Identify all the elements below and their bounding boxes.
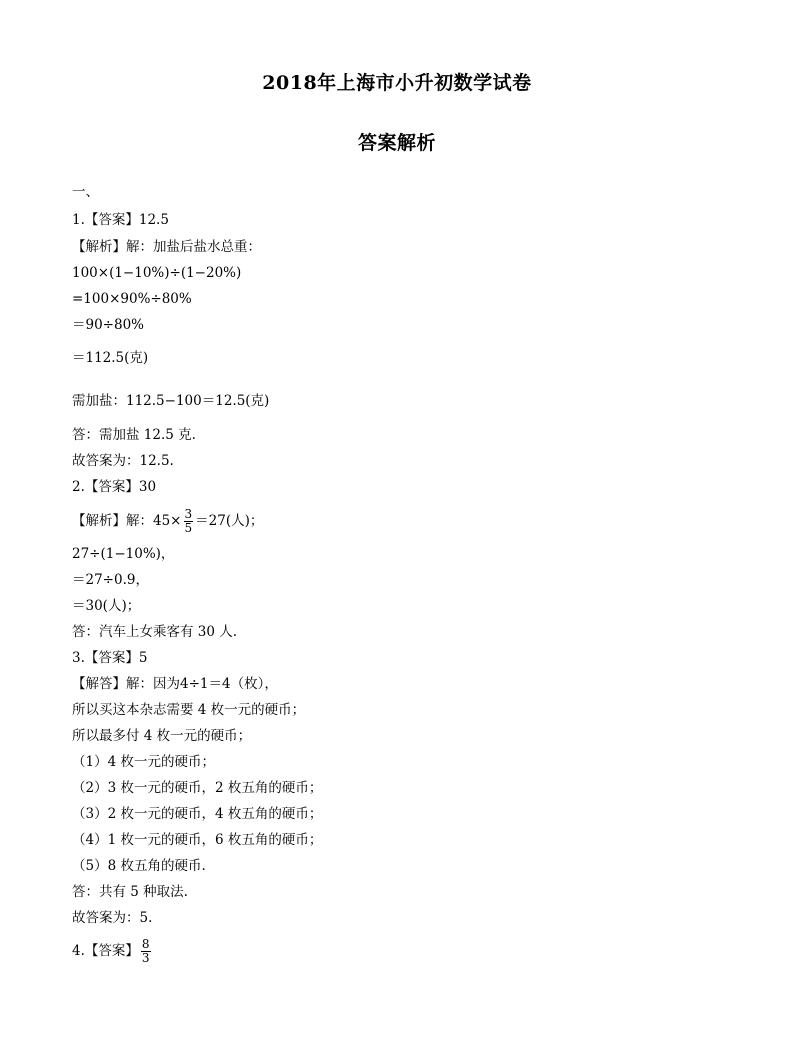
q3-option-line: （1）4 枚一元的硬币； (72, 754, 215, 770)
document-subtitle: 答案解析 (357, 132, 436, 154)
q2-formula-line: ＝27÷0.9， (72, 572, 149, 588)
q2-fraction-denominator: 5 (184, 521, 193, 535)
q2-conclusion: 答：汽车上女乘客有 30 人. (72, 624, 238, 640)
q2-fraction-numerator: 3 (184, 507, 193, 521)
q3-option-line: （4）1 枚一元的硬币，6 枚五角的硬币； (72, 832, 323, 848)
q4-fraction-numerator: 8 (141, 937, 150, 951)
q4-fraction-denominator: 3 (141, 951, 150, 965)
q4-answer-prefix: 4.【答案】 (72, 943, 139, 959)
q3-conclusion: 答：共有 5 种取法. (72, 884, 188, 900)
q1-conclusion: 答：需加盐 12.5 克. (72, 427, 196, 443)
q2-answer: 2.【答案】30 (72, 479, 157, 495)
q4-fraction (141, 938, 151, 965)
q3-analysis-line: 【解答】解：因为4÷1＝4（枚）， (72, 676, 278, 692)
q2-formula-line: ＝30(人)； (72, 598, 141, 614)
q2-fraction (184, 508, 194, 535)
q1-formula-line: ＝90÷80% (72, 317, 144, 333)
q2-analysis-line (72, 508, 263, 535)
q1-salt-needed: 需加盐：112.5−100＝12.5(克) (72, 393, 270, 409)
q3-option-line: （5）8 枚五角的硬币. (72, 858, 206, 874)
q1-formula-line: ＝112.5(克) (72, 350, 149, 366)
q3-answer: 3.【答案】5 (72, 650, 148, 666)
q1-final-answer: 故答案为：12.5. (72, 453, 174, 469)
q3-option-line: （3）2 枚一元的硬币，4 枚五角的硬币； (72, 806, 323, 822)
section-heading: 一、 (72, 184, 99, 200)
q3-reason-line: 所以买这本杂志需要 4 枚一元的硬币； (72, 702, 306, 718)
q4-answer (72, 938, 153, 965)
q3-option-line: （2）3 枚一元的硬币，2 枚五角的硬币； (72, 780, 323, 796)
q2-formula-line: 27÷(1−10%)， (72, 546, 175, 562)
q1-analysis-line: 【解析】解：加盐后盐水总重： (72, 239, 261, 255)
q1-formula-line: =100×90%÷80% (72, 291, 192, 307)
document-title: 2018年上海市小升初数学试卷 (262, 72, 532, 94)
q2-analysis-prefix: 【解析】解：45× (72, 513, 182, 529)
q3-final-answer: 故答案为：5. (72, 910, 153, 926)
q2-analysis-suffix: ＝27(人)； (195, 513, 264, 529)
q1-formula-line: 100×(1−10%)÷(1−20%) (72, 265, 242, 281)
q1-answer: 1.【答案】12.5 (72, 212, 169, 228)
q3-reason-line: 所以最多付 4 枚一元的硬币； (72, 728, 252, 744)
